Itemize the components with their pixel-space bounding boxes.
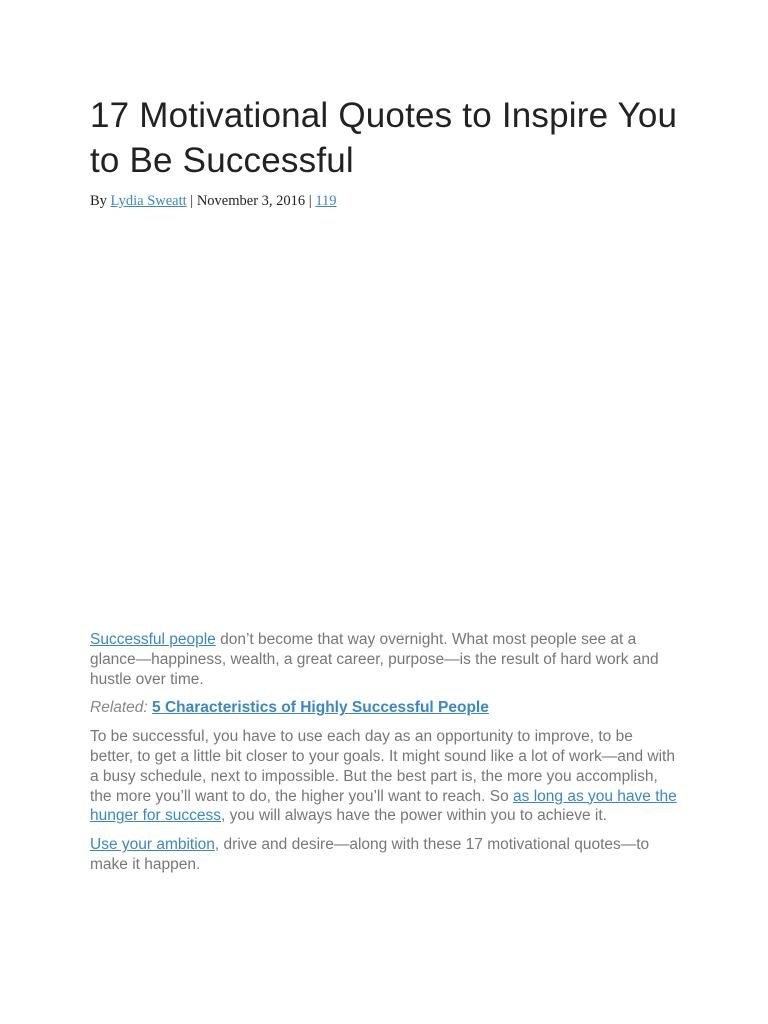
comments-link[interactable]: 119 bbox=[315, 193, 337, 209]
byline-separator: | bbox=[305, 193, 316, 209]
body-text-after: , you will always have the power within you to achieve it. bbox=[220, 807, 607, 825]
byline bbox=[90, 192, 690, 210]
author-link[interactable]: Lydia Sweatt bbox=[110, 193, 187, 209]
body-text-before: To be successful, you have to use each day as an opportunity to improve, to be better, to get a little bit closer to your goals. It might sound like a lot of work—and with a busy schedule, next to impossible. But the best part is, the more you accomplish, the more you’ll want to do, the higher you’ll want to reach. So bbox=[90, 728, 675, 805]
use-your-ambition-link[interactable]: Use your ambition bbox=[90, 836, 215, 854]
hunger-for-success-link[interactable]: as long as you have the hunger for success bbox=[90, 787, 677, 825]
related-article-link[interactable]: 5 Characteristics of Highly Successful People bbox=[152, 699, 489, 717]
successful-people-link[interactable]: Successful people bbox=[90, 631, 216, 648]
closing-text: , drive and desire—along with these 17 motivational quotes—to make it happen. bbox=[90, 836, 650, 873]
publish-date: November 3, 2016 bbox=[196, 193, 306, 209]
intro-text: don’t become that way overnight. What most people see at a glance—happiness, wealth, a great career, purpose—is the result of hard work and hustle over time. bbox=[90, 631, 659, 688]
related-line bbox=[90, 698, 680, 718]
byline-prefix: By bbox=[90, 193, 111, 209]
article-title: 17 Motivational Quotes to Inspire You to Be Successful bbox=[90, 96, 678, 180]
related-label: Related: bbox=[90, 699, 148, 717]
body-paragraph bbox=[90, 727, 680, 826]
byline-separator: | bbox=[186, 193, 197, 209]
closing-paragraph bbox=[90, 835, 680, 875]
intro-paragraph bbox=[90, 630, 680, 689]
article-body bbox=[90, 630, 680, 884]
